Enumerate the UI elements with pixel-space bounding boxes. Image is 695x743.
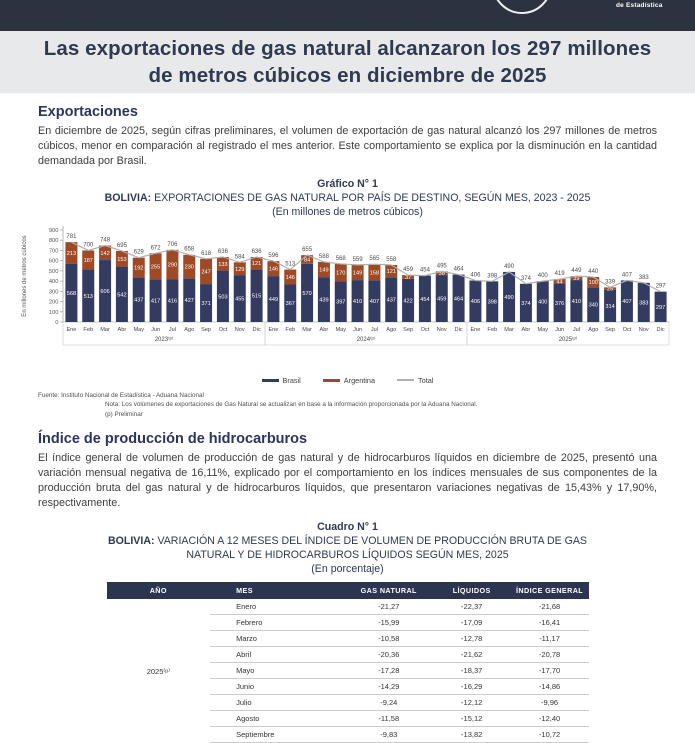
month-label: Abr [319, 326, 329, 333]
bar-argentina-label: 192 [134, 265, 144, 272]
total-label: 596 [268, 252, 279, 259]
bar-argentina-label: 121 [251, 260, 262, 267]
bar-brasil-label: 437 [386, 297, 396, 304]
bar-brasil-label: 503 [218, 293, 228, 300]
total-label: 558 [386, 256, 397, 263]
value-cell: -14,86 [511, 679, 589, 695]
bar-brasil-label: 371 [201, 300, 211, 307]
chart-footnotes [38, 391, 695, 420]
bar-brasil-label: 407 [622, 298, 632, 305]
value-cell: -9,96 [511, 695, 589, 711]
total-label: 406 [470, 272, 481, 279]
brasil-swatch-icon [262, 379, 279, 382]
month-label: May [133, 326, 145, 333]
value-cell: -20,78 [511, 647, 589, 663]
y-tick-label: 300 [48, 288, 59, 295]
bar-brasil-label: 606 [100, 288, 110, 295]
legend-label-total: Total [418, 375, 434, 385]
y-axis-title: En millones de metros cúbicos [22, 234, 28, 317]
argentina-swatch-icon [323, 379, 340, 382]
cuadro-title-rest: VARIACIÓN A 12 MESES DEL ÍNDICE DE VOLUMEN DE PRODUCCIÓN BRUTA DE GAS NATURAL Y DE HIDROCARBUROS LÍQUIDOS SEGÚN MES, 2025 [154, 535, 587, 561]
month-label: Jun [151, 326, 161, 333]
total-label: 440 [588, 268, 599, 275]
month-label: Nov [234, 326, 245, 333]
cuadro-header [100, 521, 595, 576]
bar-brasil-label: 454 [420, 296, 430, 303]
month-label: Nov [436, 326, 447, 333]
legend-label-brasil: Brasil [282, 375, 301, 385]
total-label: 513 [285, 261, 296, 268]
chart-title-rest: EXPORTACIONES DE GAS NATURAL POR PAÍS DE DESTINO, SEGÚN MES, 2023 - 2025 [151, 192, 591, 205]
bar-argentina-label: 37 [404, 274, 412, 281]
value-cell: -17,09 [433, 615, 511, 631]
legend-label-argentina: Argentina [343, 375, 376, 385]
total-label: 398 [487, 272, 498, 279]
month-cell: Mayo [210, 663, 345, 679]
total-label: 781 [66, 233, 77, 240]
bar-brasil-label: 410 [571, 298, 582, 305]
month-label: Abr [117, 326, 127, 333]
bar-brasil-label: 455 [235, 296, 245, 303]
bar-brasil-label: 439 [319, 297, 329, 304]
value-cell: -15,12 [433, 711, 511, 727]
bar-brasil-label: 376 [554, 300, 565, 307]
month-label: Ago [184, 326, 195, 333]
chart-title [0, 192, 695, 206]
bar-brasil-label: 397 [336, 299, 346, 306]
month-label: Jul [370, 326, 378, 333]
month-cell: Enero [210, 599, 345, 615]
total-label: 449 [571, 267, 582, 274]
header-bar [0, 0, 695, 31]
legend-item-brasil [262, 376, 301, 385]
bar-brasil-label: 449 [268, 296, 279, 303]
value-cell: -12,78 [433, 631, 511, 647]
month-cell: Septiembre [210, 727, 345, 743]
value-cell: -16,41 [511, 615, 589, 631]
bar-argentina-label: 84 [303, 257, 311, 264]
month-label: Ene [470, 326, 481, 333]
chart-header [0, 178, 695, 219]
total-label: 374 [520, 275, 531, 282]
month-label: Mar [302, 326, 312, 333]
month-label: Ene [66, 326, 77, 333]
export-chart [17, 222, 678, 385]
month-cell: Agosto [210, 711, 345, 727]
preliminar-note: (p) Preliminar [105, 411, 143, 419]
legend-item-total [397, 376, 433, 385]
value-cell: -17,28 [345, 663, 433, 679]
title-band [0, 31, 695, 93]
value-cell: -13,82 [433, 727, 511, 743]
month-label: Jun [555, 326, 565, 333]
bar-brasil-label: 314 [605, 303, 615, 310]
month-label: May [537, 326, 549, 333]
cuadro-number-label: Cuadro N° 1 [317, 521, 378, 534]
bar-brasil-label: 410 [352, 298, 363, 305]
value-cell: -18,37 [433, 663, 511, 679]
total-label: 618 [201, 250, 212, 257]
col-liquidos: LÍQUIDOS [433, 582, 511, 599]
y-tick-label: 700 [48, 248, 59, 255]
total-label: 559 [352, 256, 363, 263]
bar-argentina-label: 44 [556, 278, 563, 285]
total-label: 464 [453, 266, 464, 273]
total-label: 568 [335, 255, 346, 262]
bar-brasil-label: 398 [487, 299, 497, 306]
total-label: 400 [537, 272, 548, 279]
y-tick-label: 900 [48, 227, 59, 234]
table-row [107, 599, 589, 615]
bar-brasil-label: 568 [66, 290, 77, 297]
month-label: Dic [252, 326, 261, 333]
value-cell: -10,58 [345, 631, 433, 647]
bar-brasil-label: 374 [521, 300, 531, 307]
value-cell: -9,24 [345, 695, 433, 711]
month-label: Jul [168, 326, 176, 333]
month-label: Jul [572, 326, 580, 333]
bar-argentina-label: 158 [369, 269, 380, 276]
y-tick-label: 800 [48, 237, 59, 244]
month-label: Jun [353, 326, 363, 333]
page-title: Las exportaciones de gas natural alcanzaron los 297 millones de metros cúbicos en diciembre de 2025 [43, 36, 652, 87]
bar-argentina-label: 146 [285, 274, 295, 281]
bar-brasil-label: 400 [538, 299, 548, 306]
total-label: 695 [116, 242, 127, 249]
bar-argentina-label: 247 [201, 269, 211, 276]
month-label: Sep [201, 326, 212, 333]
total-label: 706 [167, 241, 178, 248]
chart-title-bold: BOLIVIA: [104, 192, 152, 205]
month-label: Sep [403, 326, 414, 333]
col-indice-general: ÍNDICE GENERAL [511, 582, 589, 599]
bar-brasil-label: 427 [184, 297, 194, 304]
y-tick-label: 500 [48, 268, 59, 275]
nota-note: Nota: Los volúmenes de exportaciones de Gas Natural se actualizan en base a la información proporcionada por la Aduana Nacional. [105, 401, 478, 409]
bar-brasil-label: 297 [655, 304, 666, 311]
total-label: 495 [436, 263, 447, 270]
value-cell: -20,36 [345, 647, 433, 663]
total-label: 407 [621, 272, 632, 279]
total-label: 297 [655, 283, 666, 290]
total-label: 748 [100, 237, 111, 244]
total-label: 636 [251, 248, 262, 255]
month-label: Nov [638, 326, 649, 333]
value-cell: -21,68 [511, 599, 589, 615]
total-label: 636 [217, 248, 228, 255]
indice-heading: Índice de producción de hidrocarburos [38, 430, 308, 447]
bar-brasil-label: 515 [251, 293, 262, 300]
table-head [107, 582, 589, 599]
total-label: 584 [234, 253, 245, 260]
bar-argentina-label: 230 [184, 264, 194, 271]
chart-number-label: Gráfico N° 1 [317, 178, 378, 191]
legend-item-argentina [323, 376, 375, 385]
bar-brasil-label: 422 [403, 298, 413, 305]
bar-brasil-label: 513 [83, 293, 93, 300]
bar-argentina-label: 100 [588, 279, 598, 286]
source-note: Fuente: Instituto Nacional de Estadística - Aduana Nacional [38, 391, 204, 399]
bar-argentina-label: 121 [386, 268, 396, 275]
year-label: 2023⁽ᵖ⁾ [154, 336, 174, 343]
bar-brasil-label: 542 [117, 291, 127, 298]
value-cell: -10,72 [511, 727, 589, 743]
month-cell: Febrero [210, 615, 345, 631]
total-label: 588 [318, 253, 329, 260]
bar-brasil-label: 437 [134, 297, 144, 304]
month-label: Feb [487, 326, 498, 333]
bar-argentina-label: 170 [336, 270, 346, 277]
total-label: 459 [403, 266, 414, 273]
month-label: Feb [83, 326, 94, 333]
total-label: 339 [605, 278, 616, 285]
y-tick-label: 600 [48, 258, 59, 265]
total-label: 629 [133, 249, 144, 256]
month-label: Feb [285, 326, 296, 333]
bar-argentina-label: 290 [167, 262, 178, 269]
exportaciones-paragraph: En diciembre de 2025, según cifras preliminares, el volumen de exportación de gas natural alcanzó los 297 millones de metros cúbicos, menor en comparación al registrado el mes anterior. Este comportamiento se explica por la disminución en la cantidad demandada por Brasil. [38, 125, 657, 168]
bar-argentina-label: 213 [66, 250, 77, 257]
total-label: 419 [554, 270, 565, 277]
month-label: Dic [656, 326, 665, 333]
value-cell: -12,12 [433, 695, 511, 711]
total-label: 655 [302, 246, 313, 253]
ine-logo-icon [492, 0, 552, 14]
bar-argentina-label: 187 [83, 257, 93, 264]
indice-paragraph: El índice general de volumen de producción de gas natural y de hidrocarburos líquidos en diciembre de 2025, presentó una variación mensual negativa de 16,11%, explicado por el comportamiento en los índices mensuales de sus componentes de la producción bruta del gas natural y de hidrocarburos líquidos, que presentaron variaciones negativas de 15,43% y 17,90%, respectivamente. [38, 451, 657, 510]
bar-argentina-label: 149 [352, 270, 363, 277]
total-label: 565 [369, 255, 380, 262]
col-mes: MES [210, 582, 345, 599]
value-cell: -15,99 [345, 615, 433, 631]
bar-argentina-label: 129 [235, 266, 245, 273]
total-label: 454 [419, 267, 430, 274]
variation-table [107, 582, 589, 743]
value-cell: -14,29 [345, 679, 433, 695]
bar-brasil-label: 340 [588, 302, 598, 309]
cuadro-subtitle: (En porcentaje) [311, 562, 384, 575]
month-label: Oct [420, 326, 430, 333]
month-label: Ene [268, 326, 279, 333]
y-tick-label: 0 [55, 319, 59, 326]
bar-brasil-label: 570 [302, 290, 312, 297]
value-cell: -9,83 [345, 727, 433, 743]
month-label: Mar [100, 326, 110, 333]
month-label: Sep [605, 326, 616, 333]
month-label: Oct [622, 326, 632, 333]
month-cell: Julio [210, 695, 345, 711]
year-label: 2024⁽ᵖ⁾ [356, 336, 376, 343]
total-label: 658 [184, 246, 195, 253]
value-cell: -11,17 [511, 631, 589, 647]
month-label: Ago [588, 326, 599, 333]
month-cell: Abril [210, 647, 345, 663]
total-label: 490 [504, 263, 515, 270]
export-chart-svg [17, 222, 678, 370]
bar-brasil-label: 406 [470, 298, 481, 305]
value-cell: -17,70 [511, 663, 589, 679]
bar-argentina-label: 149 [319, 267, 329, 274]
month-cell: Junio [210, 679, 345, 695]
bar-brasil-label: 416 [167, 298, 178, 305]
bar-argentina-label: 146 [268, 266, 279, 273]
month-cell: Marzo [210, 631, 345, 647]
year-label: 2025⁽ᵖ⁾ [558, 336, 578, 343]
bar-argentina-label: 39 [573, 275, 580, 282]
month-label: Oct [218, 326, 228, 333]
year-cell: 2025⁽ᵖ⁾ [146, 666, 170, 676]
value-cell: -16,29 [433, 679, 511, 695]
bar-argentina-label: 36 [438, 270, 445, 277]
total-label: 672 [150, 244, 161, 251]
y-tick-label: 200 [48, 299, 59, 306]
bar-brasil-label: 383 [639, 300, 649, 307]
col-anio: AÑO [107, 582, 211, 599]
bar-brasil-label: 417 [150, 298, 161, 305]
bar-argentina-label: 255 [150, 263, 161, 270]
total-label: 700 [83, 242, 94, 249]
value-cell: -12,40 [511, 711, 589, 727]
total-swatch-icon [397, 379, 414, 381]
bar-argentina-label: 153 [117, 256, 127, 263]
exportaciones-heading: Exportaciones [38, 104, 138, 120]
cuadro-title-bold: BOLIVIA: [108, 535, 155, 548]
bar-argentina-label: 133 [218, 261, 228, 268]
bar-brasil-label: 407 [369, 298, 380, 305]
bar-argentina-label: 142 [100, 250, 110, 257]
month-label: Mar [504, 326, 514, 333]
month-label: May [335, 326, 347, 333]
month-label: Dic [454, 326, 463, 333]
value-cell: -21,62 [433, 647, 511, 663]
bar-brasil-label: 459 [437, 296, 447, 303]
bar-brasil-label: 367 [285, 300, 295, 307]
value-cell: -11,58 [345, 711, 433, 727]
total-label: 383 [638, 274, 649, 281]
bar-brasil-label: 490 [504, 294, 514, 301]
chart-subtitle: (En millones de metros cúbicos) [272, 205, 423, 218]
value-cell: -22,37 [433, 599, 511, 615]
cuadro-title [100, 535, 595, 563]
month-label: Ago [386, 326, 397, 333]
bar-brasil-label: 464 [453, 295, 464, 302]
chart-legend [17, 376, 678, 385]
bar-argentina-label: 25 [606, 286, 614, 293]
y-tick-label: 400 [48, 278, 59, 285]
ine-logo-text: de Estadística [616, 2, 663, 9]
col-gas-natural: GAS NATURAL [345, 582, 433, 599]
y-tick-label: 100 [48, 309, 59, 316]
month-label: Abr [521, 326, 531, 333]
value-cell: -21,27 [345, 599, 433, 615]
